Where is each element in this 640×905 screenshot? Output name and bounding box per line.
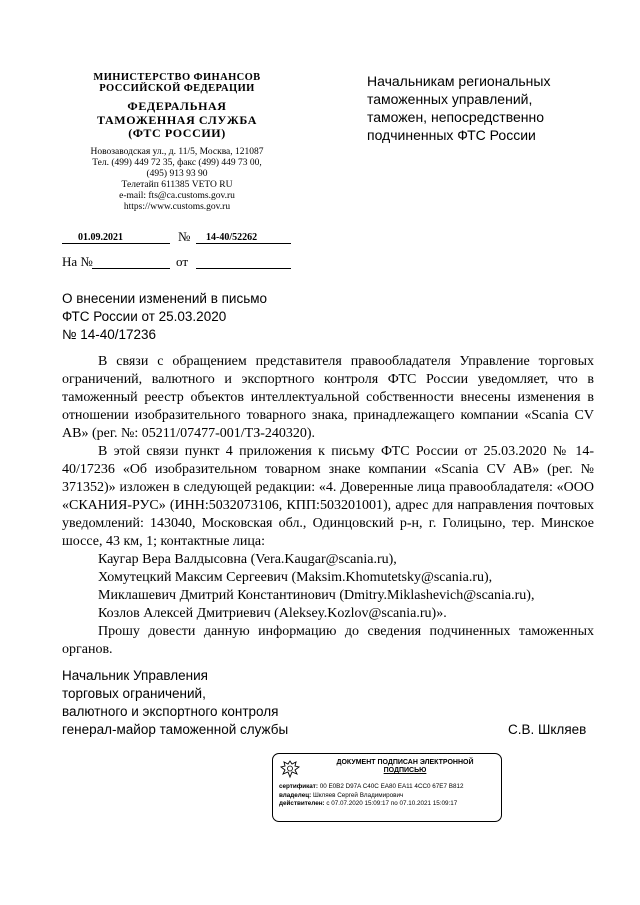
certificate-label: сертификат: (279, 783, 318, 790)
service-line: (ФТС РОССИИ) (128, 126, 226, 140)
sender-email: e-mail: fts@ca.customs.gov.ru (119, 190, 235, 201)
letter-body (62, 353, 594, 659)
registration-number: 14-40/52262 (206, 232, 258, 243)
owner-value: Шкляев Сергей Владимирович (312, 791, 404, 799)
contact-person: Миклашевич Дмитрий Константинович (Dmitry.Miklashevich@scania.ru), (98, 588, 535, 603)
reference-label: На № (62, 254, 93, 269)
contact-person: Каугар Вера Валдысовна (Vera.Kaugar@scania.ru), (98, 552, 397, 567)
contact-person: Хомутецкий Максим Сергеевич (Maksim.Khomutetsky@scania.ru), (98, 570, 493, 585)
stamp-title (315, 759, 495, 775)
number-underline (196, 243, 291, 244)
registration-date: 01.09.2021 (78, 232, 123, 243)
number-sign: № (178, 229, 191, 244)
recipient-line: подчиненных ФТС России (367, 127, 536, 143)
certificate-value: 00 E0B2 D97A C40C EA80 EA11 4CC0 67E7 B812 (319, 783, 464, 790)
from-label: от (176, 254, 189, 269)
stamp-title-line: ПОДПИСЬЮ (383, 767, 427, 774)
recipient-line: таможенных управлений, (367, 91, 533, 107)
contact-person: Козлов Алексей Дмитриевич (Aleksey.Kozlov@scania.ru)». (98, 606, 447, 621)
reference-underline (92, 268, 170, 269)
sender-block (48, 72, 306, 213)
position-line: валютного и экспортного контроля (62, 704, 279, 719)
subject-line: ФТС России от 25.03.2020 (62, 309, 227, 324)
ministry-line: РОССИЙСКОЙ ФЕДЕРАЦИИ (99, 83, 255, 94)
service-line: ТАМОЖЕННАЯ СЛУЖБА (97, 112, 257, 127)
eagle-emblem-icon (279, 758, 301, 785)
signatory-position (62, 667, 342, 739)
ministry-name (48, 72, 306, 94)
ministry-line: МИНИСТЕРСТВО ФИНАНСОВ (93, 72, 261, 83)
stamp-certificate (279, 783, 497, 792)
date-underline (62, 243, 170, 244)
body-paragraph: В связи с обращением представителя правообладателя Управление торговых ограничений, валютного и экспортного контроля ФТС России уведомляет, что в таможенный реестр объектов интеллектуальной собственности внесены изменения в отношении изобразительного товарного знака, принадлежащего компании «Scania CV AB» (рег. №: 05211/07477-001/ТЗ-240320). (62, 354, 594, 441)
position-line: генерал-майор таможенной службы (62, 722, 289, 737)
sender-phone: Тел. (499) 449 72 35, факс (499) 449 73 00, (92, 157, 262, 168)
owner-label: владелец: (279, 791, 312, 799)
sender-contacts (48, 147, 306, 213)
position-line: торговых ограничений, (62, 686, 206, 701)
subject-block (62, 290, 362, 344)
validity-label: действителен: (279, 800, 325, 807)
subject-line: № 14-40/17236 (62, 327, 157, 342)
recipient-line: таможен, непосредственно (367, 109, 545, 125)
sender-teletype: Телетайп 611385 VETO RU (121, 179, 233, 190)
body-paragraph: Прошу довести данную информацию до сведения подчиненных таможенных органов. (62, 624, 594, 657)
stamp-title-line: ДОКУМЕНТ ПОДПИСАН ЭЛЕКТРОННОЙ (336, 759, 474, 766)
stamp-owner (279, 792, 497, 801)
electronic-signature-stamp (272, 753, 502, 822)
from-underline (196, 268, 291, 269)
body-paragraph: В этой связи пункт 4 приложения к письму ФТС России от 25.03.2020 № 14-40/17236 «Об изобразительном товарном знаке компании «Scania CV AB» (рег. № 371352)» изложен в следующей редакции: «4. Доверенные лица правообладателя: «ООО «СКАНИЯ-РУС» (ИНН:5032073106, КПП:503201001), адрес для направления почтовых уведомлений: 143040, Московская обл., Одинцовский р-н, г. Голицыно, тер. Минское шоссе, 43 км, 1; контактные лица: (62, 444, 594, 549)
recipient-line: Начальникам региональных (367, 73, 551, 89)
validity-value: с 07.07.2020 15:09:17 по 07.10.2021 15:09:17 (326, 800, 458, 807)
sender-phone: (495) 913 93 90 (146, 168, 208, 179)
subject-line: О внесении изменений в письмо (62, 291, 268, 306)
stamp-details (279, 783, 497, 809)
sender-website: https://www.customs.gov.ru (123, 201, 231, 212)
service-name (48, 100, 306, 141)
stamp-validity (279, 800, 497, 809)
service-line: ФЕДЕРАЛЬНАЯ (127, 99, 227, 113)
sender-address: Новозаводская ул., д. 11/5, Москва, 121087 (90, 146, 264, 157)
recipient-block (367, 72, 597, 144)
position-line: Начальник Управления (62, 668, 208, 683)
signatory-name: С.В. Шкляев (508, 722, 587, 737)
